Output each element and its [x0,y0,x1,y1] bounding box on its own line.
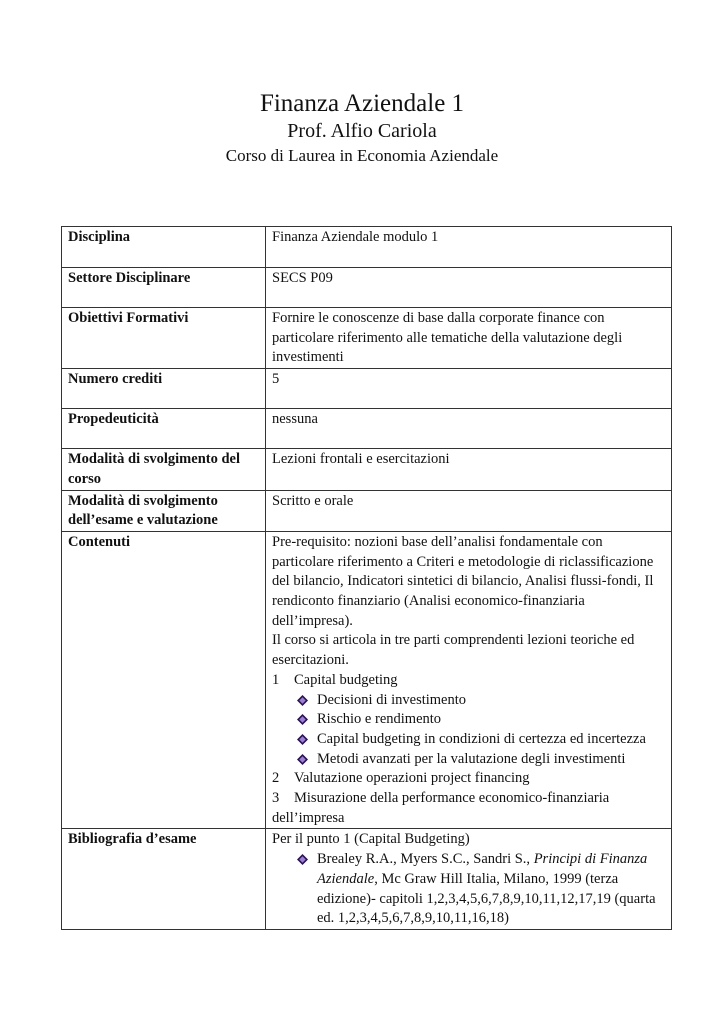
row-bibliografia [62,829,672,930]
page-title: Finanza Aziendale 1 [259,90,465,117]
row-crediti [62,369,672,409]
part1-topics-list [272,691,665,770]
list-item: Metodi avanzati per la valutazione degli investimenti [272,750,665,770]
value-crediti: 5 [266,369,672,409]
syllabus-table [61,226,672,930]
label-settore: Settore Disciplinare [62,268,266,308]
row-disciplina [62,227,672,268]
book-authors: Brealey R.A., Myers S.C., Sandri S., [317,851,531,868]
label-propedeuticita: Propedeuticità [62,409,266,449]
label-contenuti: Contenuti [62,531,266,829]
value-disciplina: Finanza Aziendale modulo 1 [266,227,672,268]
row-contenuti [62,531,672,829]
list-item: Decisioni di investimento [272,691,665,711]
value-bibliografia [266,829,672,930]
contenuti-structure: Il corso si articola in tre parti comprendenti lezioni teoriche ed esercitazioni. [272,632,635,669]
diamond-bullet-icon [297,854,308,865]
book-title: Principi di Finanza Aziendale [317,851,648,887]
diamond-bullet-icon [297,695,308,706]
part-item [272,789,665,828]
part-number: 3 [272,790,280,807]
value-propedeuticita: nessuna [266,409,672,449]
row-svolgimento-corso [62,449,672,490]
row-settore [62,268,672,308]
value-obiettivi: Fornire le conoscenze di base dalla corporate finance con particolare riferimento alle tematiche della valutazione degli investimenti [266,308,672,369]
value-svolgimento-esame: Scritto e orale [266,490,672,531]
row-obiettivi [62,308,672,369]
book-publisher: , Mc Graw Hill Italia, Milano, 1999 (terza edizione)- capitoli 1,2,3,4,5,6,7,8,9,10,11,12,17,19 (quarta ed. 1,2,3,4,5,6,7,8,9,10,11,16,18) [317,870,656,927]
contenuti-prerequisite: Pre-requisito: nozioni base dell’analisi fondamentale con particolare riferimento a Criteri e metodologie di riclassificazione del bilancio, Indicatori sintetici di bilancio, Analisi flussi-fondi, Il rendiconto finanziario (Analisi economico-finanziaria dell’impresa). [272,533,654,629]
label-svolgimento-esame: Modalità di svolgimento dell’esame e valutazione [62,490,266,531]
part-item [272,671,665,691]
value-svolgimento-corso: Lezioni frontali e esercitazioni [266,449,672,490]
bibliografia-intro: Per il punto 1 (Capital Budgeting) [272,831,470,848]
list-item: Rischio e rendimento [272,710,665,730]
label-svolgimento-corso: Modalità di svolgimento del corso [62,449,266,490]
course-name: Corso di Laurea in Economia Aziendale [225,146,499,165]
part-number: 1 [272,671,280,688]
label-obiettivi: Obiettivi Formativi [62,308,266,369]
list-item: Capital budgeting in condizioni di certezza ed incertezza [272,730,665,750]
diamond-bullet-icon [297,734,308,745]
list-item [272,850,665,929]
part-title: Valutazione operazioni project financing [294,770,530,787]
row-propedeuticita [62,409,672,449]
part-number: 2 [272,770,280,787]
part-title: Misurazione della performance economico-finanziaria dell’impresa [272,790,610,826]
part-title: Capital budgeting [294,671,398,688]
professor-name: Prof. Alfio Cariola [287,120,437,142]
label-disciplina: Disciplina [62,227,266,268]
value-settore: SECS P09 [266,268,672,308]
value-contenuti [266,531,672,829]
label-crediti: Numero crediti [62,369,266,409]
part-item [272,769,665,789]
diamond-bullet-icon [297,714,308,725]
row-svolgimento-esame [62,490,672,531]
label-bibliografia: Bibliografia d’esame [62,829,266,930]
diamond-bullet-icon [297,754,308,765]
